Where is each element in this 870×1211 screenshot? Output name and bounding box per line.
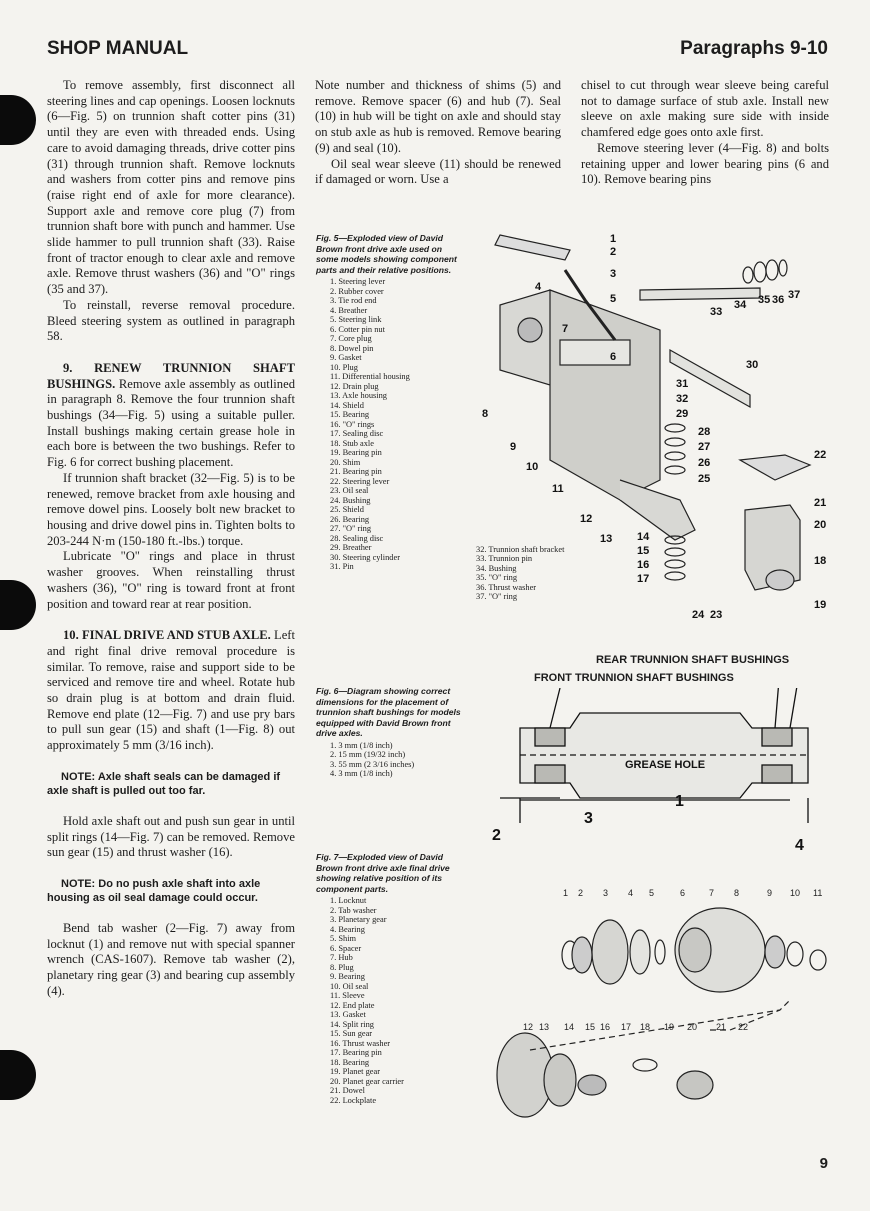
running-header-left: SHOP MANUAL [47,38,189,59]
callout: 7 [709,888,715,898]
page-number: 9 [819,1155,828,1172]
legend-item: 3. Tie rod end [330,296,377,305]
legend-item: 35. "O" ring [476,573,518,583]
legend-item: 10. Plug [330,362,358,372]
callout: 21 [716,1022,727,1032]
legend-item: 28. Sealing disc [330,533,384,543]
legend-item: 7. Hub [330,953,353,962]
legend-item: 24. Bushing [330,495,371,505]
callout: 20 [814,519,827,531]
legend-item: 22. Lockplate [330,1095,377,1105]
legend-item: 2. Rubber cover [330,286,384,296]
legend-item: 16. "O" rings [330,419,375,429]
callout: 37 [788,289,801,301]
legend-item: 8. Dowel pin [330,343,374,353]
callout: 12 [523,1022,534,1032]
legend-item: 13. Gasket [330,1010,366,1019]
callout: 2 [578,888,584,898]
callout: 10 [526,461,539,473]
fig5-exploded-drawing [470,210,840,635]
note: NOTE: Axle shaft seals can be damaged if axle shaft is pulled out too far. [47,770,281,797]
paragraph: Remove axle assembly as outlined in paragraph 8. Remove the four trunnion shaft bushings (34—Fig. 5) using a suitable puller. Install bushings making certain grease hole in each bore is between the two bushings. Refer to Fig. 6 for correct bushing placement. [47,376,295,470]
section-9 [47,361,295,471]
figure-caption: Fig. 6—Diagram showing correct dimensions for the placement of trunnion shaft bushings for models equipped with David Brown front drive axles. [316,686,461,738]
legend-item: 15. Bearing [330,410,370,419]
dim-callout: 4 [795,837,804,854]
callout: 14 [564,1022,575,1032]
steering-lever-shape [495,235,570,260]
callout: 16 [600,1022,611,1032]
legend-item: 11. Differential housing [330,372,410,381]
legend-item: 20. Shim [330,457,361,467]
figure-caption: Fig. 7—Exploded view of David Brown front drive axle final drive showing relative position of its component parts. [316,852,450,894]
fig7-callouts-top [563,888,822,898]
legend-item: 5. Shim [330,934,357,943]
paragraph: To remove assembly, first disconnect all steering lines and cap openings. Loosen locknuts (6—Fig. 5) on trunnion shaft cotter pins (31) until they are even with threaded ends. Using care to avoid damaging threads, drive cotter pins (31) through trunnion shaft. Remove locknuts and washers from cotter pins and remove pins (raise right end of axle for more clearance). Support axle and remove core plug (7) from trunnion shaft bore with punch and hammer. Use slide hammer to pull trunnion shaft (33). Raise front of tractor enough to clear axle and remove axle. Remove thrust washers (36) and "O" rings (35 and 37). [47,78,295,297]
fig7-legend [316,896,468,1105]
callout: 16 [637,559,650,571]
axle-housing-shape [550,290,660,500]
callout: 25 [698,473,711,485]
callout: 5 [649,888,655,898]
callout: 2 [610,246,617,258]
fig5-legend [316,277,466,572]
legend-item: 3. Planetary gear [330,915,387,924]
callout: 17 [621,1022,632,1032]
paragraph: Remove steering lever (4—Fig. 8) and bolts retaining upper and lower bearing pins (6 and 10). Remove bearing pins [581,140,829,187]
paragraph: Note number and thickness of shims (5) and remove. Remove spacer (6) and hub (7). Seal (10) in hub will be tight on axle and should stay on stub axle as hub is removed. Remove bearing (9) and seal (10). [315,78,561,155]
section-heading: 9. RENEW TRUNNION SHAFT BUSHINGS. [47,360,295,391]
legend-item: 1. 3 mm (1/8 inch) [330,740,393,750]
fig6-bushing-diagram [490,688,840,858]
legend-item: 4. 3 mm (1/8 inch) [330,769,393,778]
fig6-caption-block [316,686,468,779]
legend-item: 6. Spacer [330,943,362,953]
dim-callout: 1 [675,793,684,810]
callout: 20 [687,1022,698,1032]
legend-item: 9. Gasket [330,353,362,362]
running-header-right: Paragraphs 9-10 [680,38,828,59]
legend-item: 3. 55 mm (2 3/16 inches) [330,759,415,769]
callout: 12 [580,513,593,525]
callout: 24 [692,609,705,621]
legend-item: 30. Steering cylinder [330,552,401,562]
legend-item: 4. Breather [330,305,368,315]
callout: 14 [637,531,650,543]
legend-item: 33. Trunnion pin [476,554,533,564]
legend-item: 17. Sealing disc [330,429,384,438]
legend-item: 22. Steering lever [330,476,390,486]
legend-item: 10. Oil seal [330,981,369,991]
dim-callout: 2 [492,827,501,844]
section-10 [47,628,295,754]
text-column-2 [315,78,561,188]
legend-item: 13. Axle housing [330,391,387,400]
label-front-bushings: FRONT TRUNNION SHAFT BUSHINGS [534,672,734,684]
callout: 22 [738,1022,749,1032]
callout: 35 [758,294,771,306]
legend-item: 37. "O" ring [476,592,518,602]
legend-item: 15. Sun gear [330,1029,373,1038]
section-heading: 10. FINAL DRIVE AND STUB AXLE. [63,628,271,643]
legend-item: 17. Bearing pin [330,1048,382,1057]
legend-item: 2. Tab washer [330,905,377,915]
legend-item: 29. Breather [330,543,372,552]
legend-item: 19. Bearing pin [330,448,382,457]
legend-item: 21. Dowel [330,1086,365,1095]
label-rear-bushings: REAR TRUNNION SHAFT BUSHINGS [596,654,790,666]
legend-item: 14. Shield [330,400,364,410]
binder-hole [0,580,36,630]
callout: 3 [610,268,617,280]
fig6-legend [316,741,468,779]
paragraph: Hold axle shaft out and push sun gear in until split rings (14—Fig. 7) can be removed. Remove sun gear (15) and thrust washer (16). [47,813,295,860]
callout: 13 [539,1022,550,1032]
callout: 27 [698,441,711,453]
legend-item: 2. 15 mm (19/32 inch) [330,750,406,759]
callout: 10 [790,888,801,898]
callout: 4 [628,888,634,898]
callout: 15 [585,1022,596,1032]
note: NOTE: Do no push axle shaft into axle housing as oil seal damage could occur. [47,877,261,904]
dim-callout: 3 [584,810,593,827]
legend-item: 32. Trunnion shaft bracket [476,545,565,554]
callout: 36 [772,294,785,306]
callout: 34 [734,299,747,311]
callout: 6 [680,888,686,898]
callout: 22 [814,449,827,461]
legend-item: 1. Steering lever [330,277,386,286]
text-column-3 [581,78,829,188]
legend-item: 11. Sleeve [330,991,365,1000]
callout: 9 [510,441,517,453]
callout: 1 [563,888,569,898]
fig7-exploded-drawing [480,880,840,1125]
fig5-caption-block [316,233,466,572]
legend-item: 16. Thrust washer [330,1038,391,1048]
legend-item: 1. Locknut [330,896,367,905]
paragraph: To reinstall, reverse removal procedure. Bleed steering system as outlined in paragraph 58. [47,297,295,344]
legend-item: 4. Bearing [330,924,365,934]
legend-item: 21. Bearing pin [330,467,382,476]
callout: 7 [562,323,569,335]
legend-item: 5. Steering link [330,315,382,324]
callout: 1 [610,233,617,245]
callout: 17 [637,573,650,585]
paragraph: Left and right final drive removal procedure is similar. To remove, raise and support side to be serviced and remove tire and wheel. Rotate hub so drain plug is at bottom and drain fluid. Remove end plate (12—Fig. 7) and use pry bars to pull sun gear (15) and shaft (1—Fig. 8) out approximately 5 mm (3/16 inch). [47,628,295,753]
callout: 3 [603,888,609,898]
legend-item: 25. Shield [330,505,364,514]
paragraph: Lubricate "O" rings and place in thrust washer grooves. When reinstalling thrust washers (36), "O" ring is toward front at front position and toward rear at rear position. [47,549,295,611]
callout: 28 [698,426,711,438]
legend-item: 14. Split ring [330,1019,374,1029]
paragraph: chisel to cut through wear sleeve being careful not to damage surface of stub axle. Install new sleeve on axle making sure side with inside chamfered edge goes onto axle first. [581,78,829,140]
callout: 31 [676,378,689,390]
fig7-caption-block [316,852,468,1105]
ring-gear-shape [592,920,628,984]
callout: 15 [637,545,650,557]
callout: 19 [664,1022,675,1032]
legend-item: 9. Bearing [330,972,365,981]
legend-item: 12. Drain plug [330,381,379,391]
callout: 26 [698,457,711,469]
legend-item: 19. Planet gear [330,1067,381,1076]
callout: 4 [535,281,542,293]
callout: 18 [814,555,827,567]
binder-hole [0,95,36,145]
legend-item: 23. Oil seal [330,486,369,495]
callout: 11 [552,483,564,495]
legend-item: 8. Plug [330,962,354,972]
callout: 21 [814,497,827,509]
figure-caption: Fig. 5—Exploded view of David Brown front drive axle used on some models showing component parts and their relative positions. [316,233,457,275]
callout: 32 [676,393,689,405]
callout: 8 [482,408,489,420]
callout: 30 [746,359,759,371]
paragraph: If trunnion shaft bracket (32—Fig. 5) is to be renewed, remove bracket from axle housing and remove dowel pins. Loosely bolt new bracket to housing and drive dowel pins in. Tighten bolts to 203-244 N·m (150-180 ft.-lbs.) torque. [47,470,295,548]
callout: 19 [814,599,827,611]
legend-item: 18. Bearing [330,1057,370,1067]
callout: 6 [610,351,617,363]
grease-hole-label: GREASE HOLE [625,759,706,771]
legend-item: 31. Pin [330,562,354,571]
legend-item: 20. Planet gear carrier [330,1076,404,1086]
callout: 8 [734,888,740,898]
callout: 29 [676,408,689,420]
legend-item: 26. Bearing [330,514,370,524]
legend-item: 6. Cotter pin nut [330,324,385,334]
legend-item: 36. Thrust washer [476,582,537,592]
legend-item: 18. Stub axle [330,438,374,448]
legend-item: 34. Bushing [476,563,517,573]
callout: 23 [710,609,723,621]
binder-hole [0,1050,36,1100]
callout: 33 [710,306,723,318]
legend-item: 7. Core plug [330,334,372,343]
callout: 11 [813,888,823,898]
callout: 9 [767,888,773,898]
callout: 13 [600,533,613,545]
callout: 5 [610,293,617,305]
paragraph: Bend tab washer (2—Fig. 7) away from locknut (1) and remove nut with special spanner wrench (CAS-1607). Remove tab washer (2), planetary ring gear (3) and bearing cup assembly (4). [47,920,295,998]
paragraph: Oil seal wear sleeve (11) should be renewed if damaged or worn. Use a [315,156,561,187]
callout: 18 [640,1022,651,1032]
legend-item: 12. End plate [330,1000,375,1010]
legend-item: 27. "O" ring [330,524,372,533]
text-column-1 [47,78,295,999]
